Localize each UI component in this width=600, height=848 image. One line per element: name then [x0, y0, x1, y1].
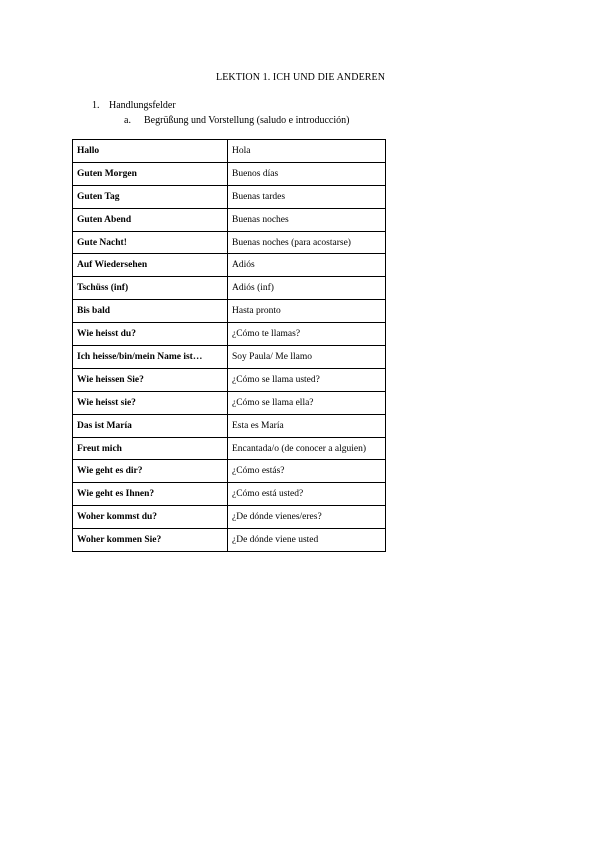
section-heading [92, 100, 176, 111]
german-phrase: Bis bald [73, 300, 228, 323]
section-label: Handlungsfelder [109, 100, 176, 111]
german-phrase: Wie heisst sie? [73, 391, 228, 414]
table-row [73, 368, 386, 391]
german-phrase: Auf Wiedersehen [73, 254, 228, 277]
spanish-translation: ¿Cómo estás? [228, 460, 386, 483]
spanish-translation: ¿Cómo se llama usted? [228, 368, 386, 391]
spanish-translation: ¿De dónde viene usted [228, 529, 386, 552]
german-phrase: Guten Tag [73, 185, 228, 208]
german-phrase: Guten Morgen [73, 162, 228, 185]
table-row [73, 414, 386, 437]
spanish-translation: ¿Cómo se llama ella? [228, 391, 386, 414]
german-phrase: Wie geht es Ihnen? [73, 483, 228, 506]
vocabulary-table-body [73, 140, 386, 552]
spanish-translation: Adiós (inf) [228, 277, 386, 300]
german-phrase: Das ist María [73, 414, 228, 437]
subsection-letter: a. [124, 115, 131, 126]
table-row [73, 208, 386, 231]
table-row [73, 185, 386, 208]
table-row [73, 140, 386, 163]
vocabulary-table [72, 139, 386, 552]
table-row [73, 346, 386, 369]
german-phrase: Woher kommen Sie? [73, 529, 228, 552]
page-title: LEKTION 1. ICH UND DIE ANDEREN [216, 72, 386, 83]
table-row [73, 254, 386, 277]
table-row [73, 162, 386, 185]
german-phrase: Tschüss (inf) [73, 277, 228, 300]
german-phrase: Wie heissen Sie? [73, 368, 228, 391]
german-phrase: Wie heisst du? [73, 323, 228, 346]
german-phrase: Freut mich [73, 437, 228, 460]
spanish-translation: Buenas noches [228, 208, 386, 231]
spanish-translation: Encantada/o (de conocer a alguien) [228, 437, 386, 460]
german-phrase: Wie geht es dir? [73, 460, 228, 483]
table-row [73, 437, 386, 460]
table-row [73, 506, 386, 529]
spanish-translation: ¿Cómo te llamas? [228, 323, 386, 346]
spanish-translation: Buenas tardes [228, 185, 386, 208]
spanish-translation: Adiós [228, 254, 386, 277]
spanish-translation: Soy Paula/ Me llamo [228, 346, 386, 369]
section-number: 1. [92, 100, 100, 111]
table-row [73, 391, 386, 414]
table-row [73, 529, 386, 552]
table-row [73, 460, 386, 483]
table-row [73, 300, 386, 323]
spanish-translation: Buenos días [228, 162, 386, 185]
subsection-heading [124, 115, 349, 126]
spanish-translation: ¿De dónde vienes/eres? [228, 506, 386, 529]
german-phrase: Gute Nacht! [73, 231, 228, 254]
table-row [73, 231, 386, 254]
german-phrase: Guten Abend [73, 208, 228, 231]
spanish-translation: Esta es María [228, 414, 386, 437]
german-phrase: Hallo [73, 140, 228, 163]
spanish-translation: Buenas noches (para acostarse) [228, 231, 386, 254]
table-row [73, 277, 386, 300]
spanish-translation: ¿Cómo está usted? [228, 483, 386, 506]
subsection-label: Begrüßung und Vorstellung (saludo e introducción) [144, 115, 350, 126]
table-row [73, 483, 386, 506]
spanish-translation: Hola [228, 140, 386, 163]
table-row [73, 323, 386, 346]
spanish-translation: Hasta pronto [228, 300, 386, 323]
german-phrase: Ich heisse/bin/mein Name ist… [73, 346, 228, 369]
german-phrase: Woher kommst du? [73, 506, 228, 529]
